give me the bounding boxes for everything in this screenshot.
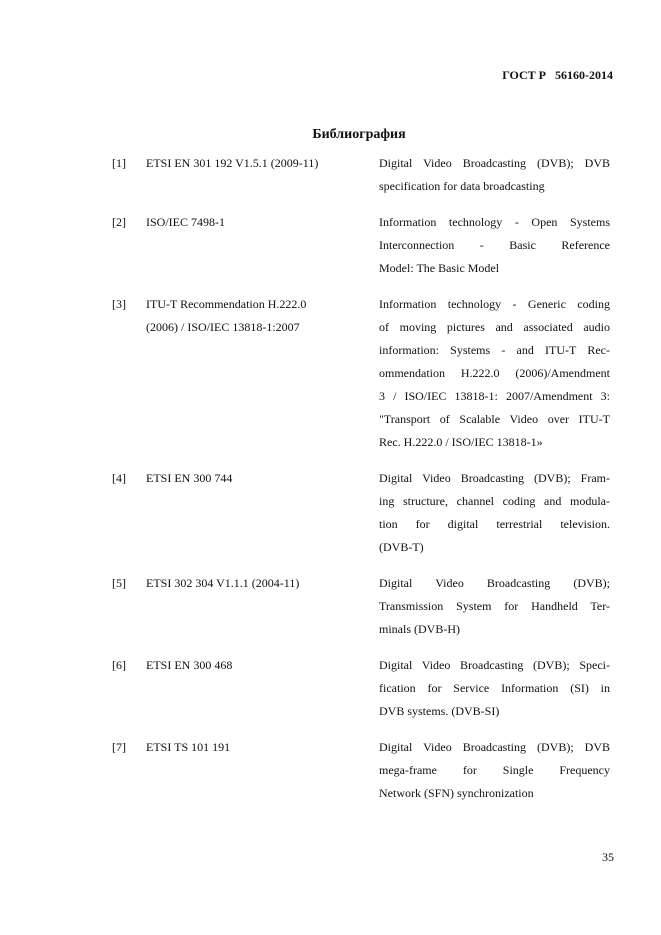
entry-description (379, 654, 610, 723)
bibliography-entry (112, 211, 610, 280)
entry-reference-line: ETSI 302 304 V1.1.1 (2004-11) (146, 576, 300, 590)
entry-description-line: Digital Video Broadcasting (DVB); DVB (379, 156, 610, 170)
entry-number: [3] (112, 297, 126, 311)
entry-number: [2] (112, 215, 126, 229)
entry-description-line: minals (DVB-H) (379, 622, 460, 636)
entry-description-line: of moving pictures and associated audio (379, 320, 610, 334)
entry-number: [4] (112, 471, 126, 485)
bibliography-entry (112, 293, 610, 454)
entry-reference (146, 467, 361, 490)
entry-description-line: (DVB-T) (379, 540, 424, 554)
document-header-standard-number: ГОСТ Р 56160-2014 (502, 68, 613, 82)
bibliography-entry (112, 467, 610, 559)
entry-reference (146, 572, 361, 595)
entry-description-line: specification for data broadcasting (379, 179, 545, 193)
entry-reference (146, 293, 361, 339)
entry-description (379, 467, 610, 559)
entry-number: [6] (112, 658, 126, 672)
entry-description-line: Information technology - Open Systems (379, 215, 610, 229)
bibliography-entry (112, 736, 610, 805)
entry-description-line: Interconnection - Basic Reference (379, 238, 610, 252)
entry-description-line: 3 / ISO/IEC 13818-1: 2007/Amendment 3: (379, 389, 610, 403)
entry-description (379, 293, 610, 454)
entry-description-line: fication for Service Information (SI) in (379, 681, 610, 695)
entry-description-line: Rec. H.222.0 / ISO/IEC 13818-1» (379, 435, 543, 449)
entry-description-line: Digital Video Broadcasting (DVB); Fram- (379, 471, 610, 485)
entry-description-line: tion for digital terrestrial television. (379, 517, 610, 531)
entry-description-line: information: Systems - and ITU-T Rec- (379, 343, 610, 357)
entry-description-line: Digital Video Broadcasting (DVB); (379, 576, 610, 590)
entry-reference-line: ITU-T Recommendation H.222.0 (146, 297, 307, 311)
entry-description (379, 211, 610, 280)
entry-description-line: Digital Video Broadcasting (DVB); Speci- (379, 658, 610, 672)
entry-description-line: ommendation H.222.0 (2006)/Amendment (379, 366, 610, 380)
entry-reference (146, 654, 361, 677)
entry-reference-line: (2006) / ISO/IEC 13818-1:2007 (146, 320, 300, 334)
entry-reference-line: ETSI EN 300 744 (146, 471, 233, 485)
entry-reference-line: ETSI EN 301 192 V1.5.1 (2009-11) (146, 156, 319, 170)
entry-reference-line: ISO/IEC 7498-1 (146, 215, 225, 229)
bibliography-entry (112, 654, 610, 723)
bibliography-entry (112, 152, 610, 198)
entry-description-line: mega-frame for Single Frequency (379, 763, 610, 777)
page-number: 35 (602, 850, 614, 864)
entry-description-line: ing structure, channel coding and modula- (379, 494, 610, 508)
entry-description-line: Information technology - Generic coding (379, 297, 610, 311)
entry-reference (146, 152, 361, 175)
entry-description-line: Transmission System for Handheld Ter- (379, 599, 610, 613)
entry-description-line: "Transport of Scalable Video over ITU-T (379, 412, 610, 426)
entry-reference-line: ETSI TS 101 191 (146, 740, 231, 754)
entry-description (379, 736, 610, 805)
entry-description (379, 572, 610, 641)
entry-description-line: DVB systems. (DVB-SI) (379, 704, 500, 718)
bibliography-entry (112, 572, 610, 641)
entry-number: [5] (112, 576, 126, 590)
entry-number: [7] (112, 740, 126, 754)
entry-description-line: Digital Video Broadcasting (DVB); DVB (379, 740, 610, 754)
entry-reference (146, 211, 361, 234)
entry-number: [1] (112, 156, 126, 170)
entry-reference-line: ETSI EN 300 468 (146, 658, 233, 672)
entry-reference (146, 736, 361, 759)
entry-description-line: Network (SFN) synchronization (379, 786, 534, 800)
page-title: Библиография (312, 127, 406, 142)
entry-description-line: Model: The Basic Model (379, 261, 500, 275)
entry-description (379, 152, 610, 198)
bibliography-list (112, 152, 610, 805)
